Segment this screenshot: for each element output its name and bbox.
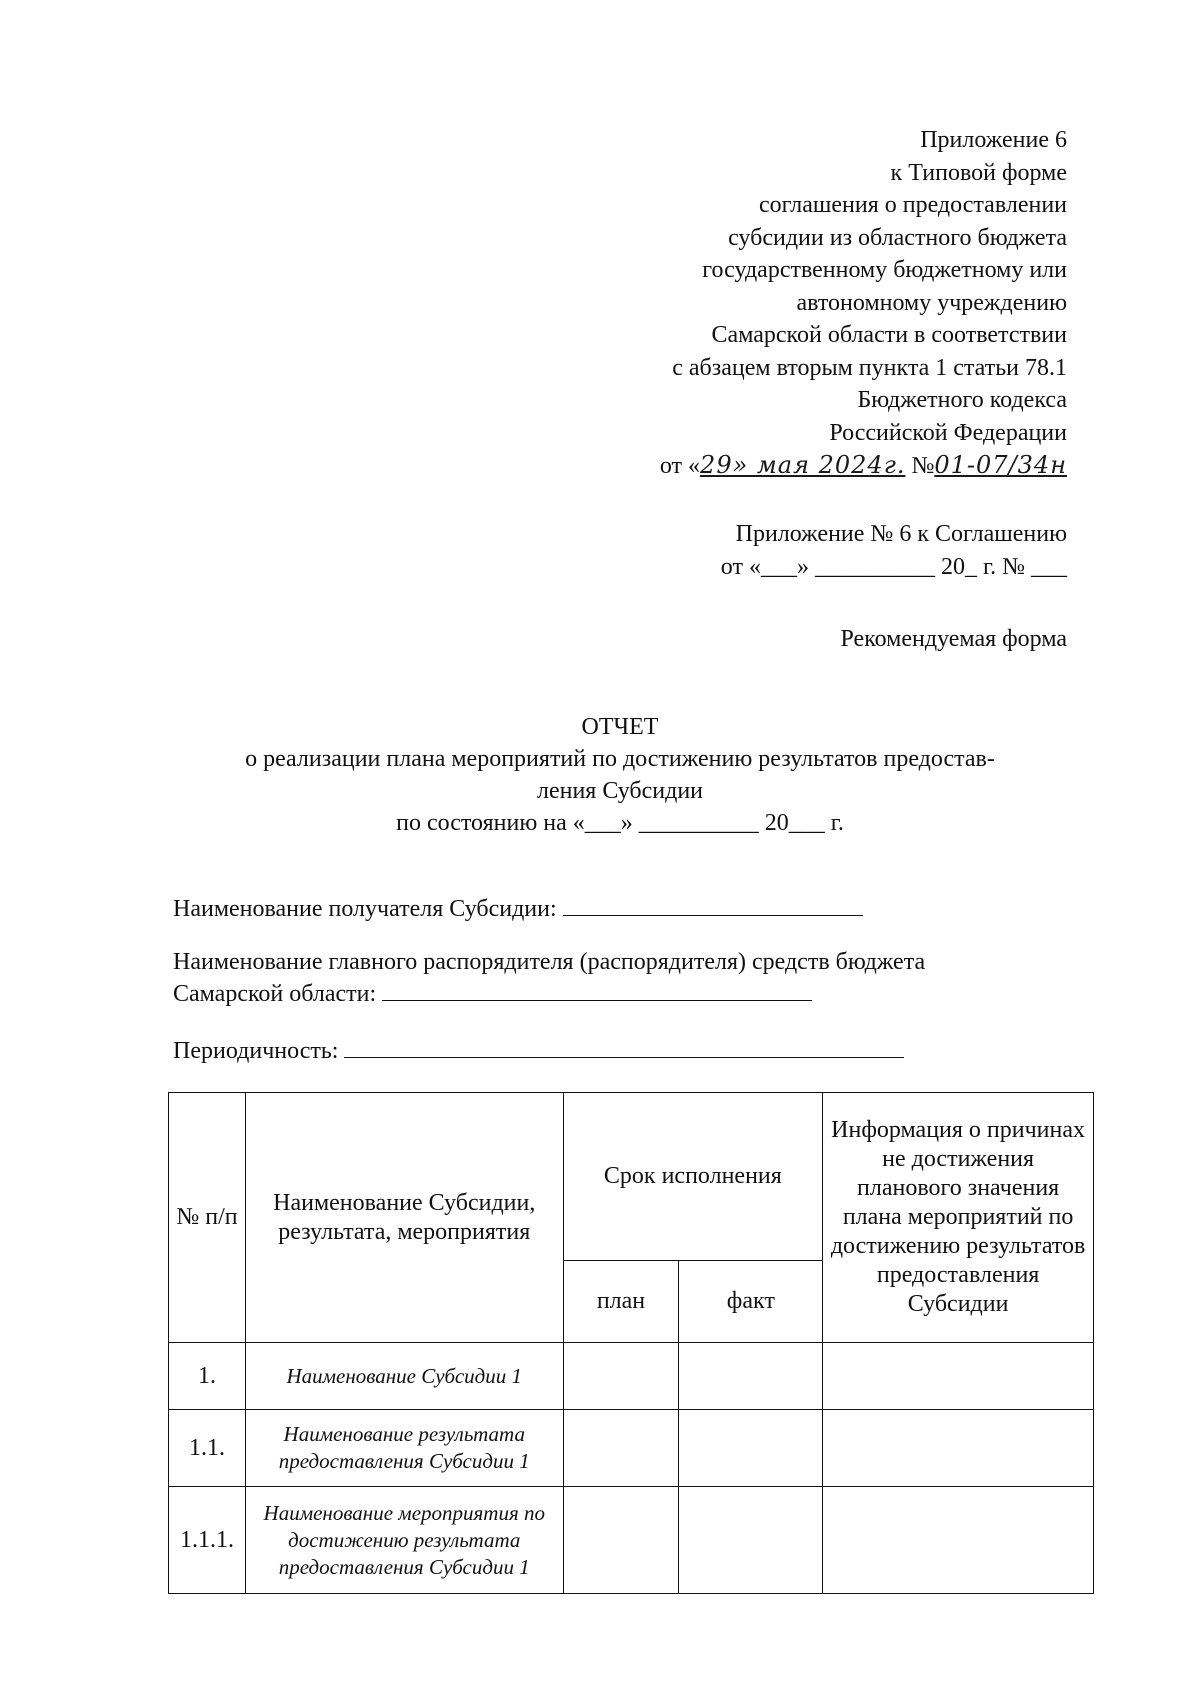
- report-subtitle-line-1: о реализации плана мероприятий по достижению результатов предостав-: [245, 746, 995, 772]
- annex-line: с абзацем вторым пункта 1 статьи 78.1: [672, 354, 1067, 381]
- row-fact[interactable]: [679, 1410, 823, 1487]
- agreement-appendix: [721, 518, 1067, 584]
- row-info[interactable]: [823, 1410, 1094, 1487]
- annex-line: к Типовой форме: [890, 159, 1067, 186]
- row-info[interactable]: [823, 1487, 1094, 1594]
- recipient-label: Наименование получателя Субсидии:: [173, 896, 557, 922]
- appendix-line-2: от «___» __________ 20_ г. № ___: [720, 554, 1067, 580]
- annex-line: субсидии из областного бюджета: [728, 224, 1067, 251]
- report-table: [168, 1092, 1094, 1594]
- recipient-blank[interactable]: [563, 893, 863, 916]
- header-num: № п/п: [169, 1093, 246, 1343]
- row-fact[interactable]: [679, 1487, 823, 1594]
- header-fact: факт: [679, 1261, 823, 1343]
- manager-label-line-2: Самарской области:: [173, 981, 377, 1007]
- manager-field: [173, 946, 925, 1010]
- row-plan[interactable]: [563, 1410, 679, 1487]
- row-name: Наименование мероприятия по достижению результата предоставления Субсидии 1: [245, 1487, 563, 1594]
- annex-line: государственному бюджетному или: [702, 257, 1067, 283]
- row-fact[interactable]: [679, 1343, 823, 1410]
- manager-blank[interactable]: [382, 978, 812, 1001]
- table-header-row: [169, 1093, 1094, 1261]
- report-as-of: по состоянию на «___» __________ 20___ г.: [396, 810, 844, 836]
- header-name: Наименование Субсидии, результата, мероприятия: [245, 1093, 563, 1343]
- row-plan[interactable]: [563, 1487, 679, 1594]
- annex-line: Самарской области в соответствии: [711, 322, 1067, 348]
- row-name: Наименование результата предоставления Субсидии 1: [245, 1410, 563, 1487]
- table-row: [169, 1487, 1094, 1594]
- row-num: 1.: [169, 1343, 246, 1410]
- annex-line: Приложение 6: [920, 127, 1067, 153]
- annex-line: Российской Федерации: [829, 419, 1067, 446]
- date-prefix: от «: [659, 453, 701, 479]
- recipient-field: [173, 893, 863, 925]
- row-plan[interactable]: [563, 1343, 679, 1410]
- row-num: 1.1.: [169, 1410, 246, 1487]
- header-info: Информация о причинах не достижения планового значения плана мероприятий по достижению результатов предоставления Субсидии: [823, 1093, 1094, 1343]
- table-row: [169, 1410, 1094, 1487]
- periodicity-label: Периодичность:: [173, 1038, 339, 1064]
- annex-line: автономному учреждению: [796, 289, 1067, 316]
- annex-date-line: [660, 449, 1067, 483]
- annex-line: соглашения о предоставлении: [758, 192, 1067, 218]
- report-title-block: [170, 711, 1070, 839]
- header-deadline: Срок исполнения: [563, 1093, 823, 1261]
- annex-header: [660, 124, 1067, 483]
- manager-label-line-1: Наименование главного распорядителя (распорядителя) средств бюджета: [173, 949, 926, 975]
- row-info[interactable]: [823, 1343, 1094, 1410]
- recommended-form-label: Рекомендуемая форма: [840, 626, 1067, 652]
- appendix-line-1: Приложение № 6 к Соглашению: [735, 521, 1067, 547]
- report-subtitle-line-2: ления Субсидии: [536, 778, 704, 804]
- report-title: ОТЧЕТ: [581, 714, 659, 740]
- handwritten-date: 29» мая 2024г.: [700, 451, 906, 479]
- table-row: [169, 1343, 1094, 1410]
- number-prefix: №: [911, 453, 935, 479]
- periodicity-blank[interactable]: [344, 1035, 904, 1058]
- handwritten-number: 01-07/34н: [934, 451, 1067, 479]
- row-name: Наименование Субсидии 1: [245, 1343, 563, 1410]
- row-num: 1.1.1.: [169, 1487, 246, 1594]
- header-plan: план: [563, 1261, 679, 1343]
- annex-line: Бюджетного кодекса: [857, 387, 1067, 413]
- periodicity-field: [173, 1035, 904, 1067]
